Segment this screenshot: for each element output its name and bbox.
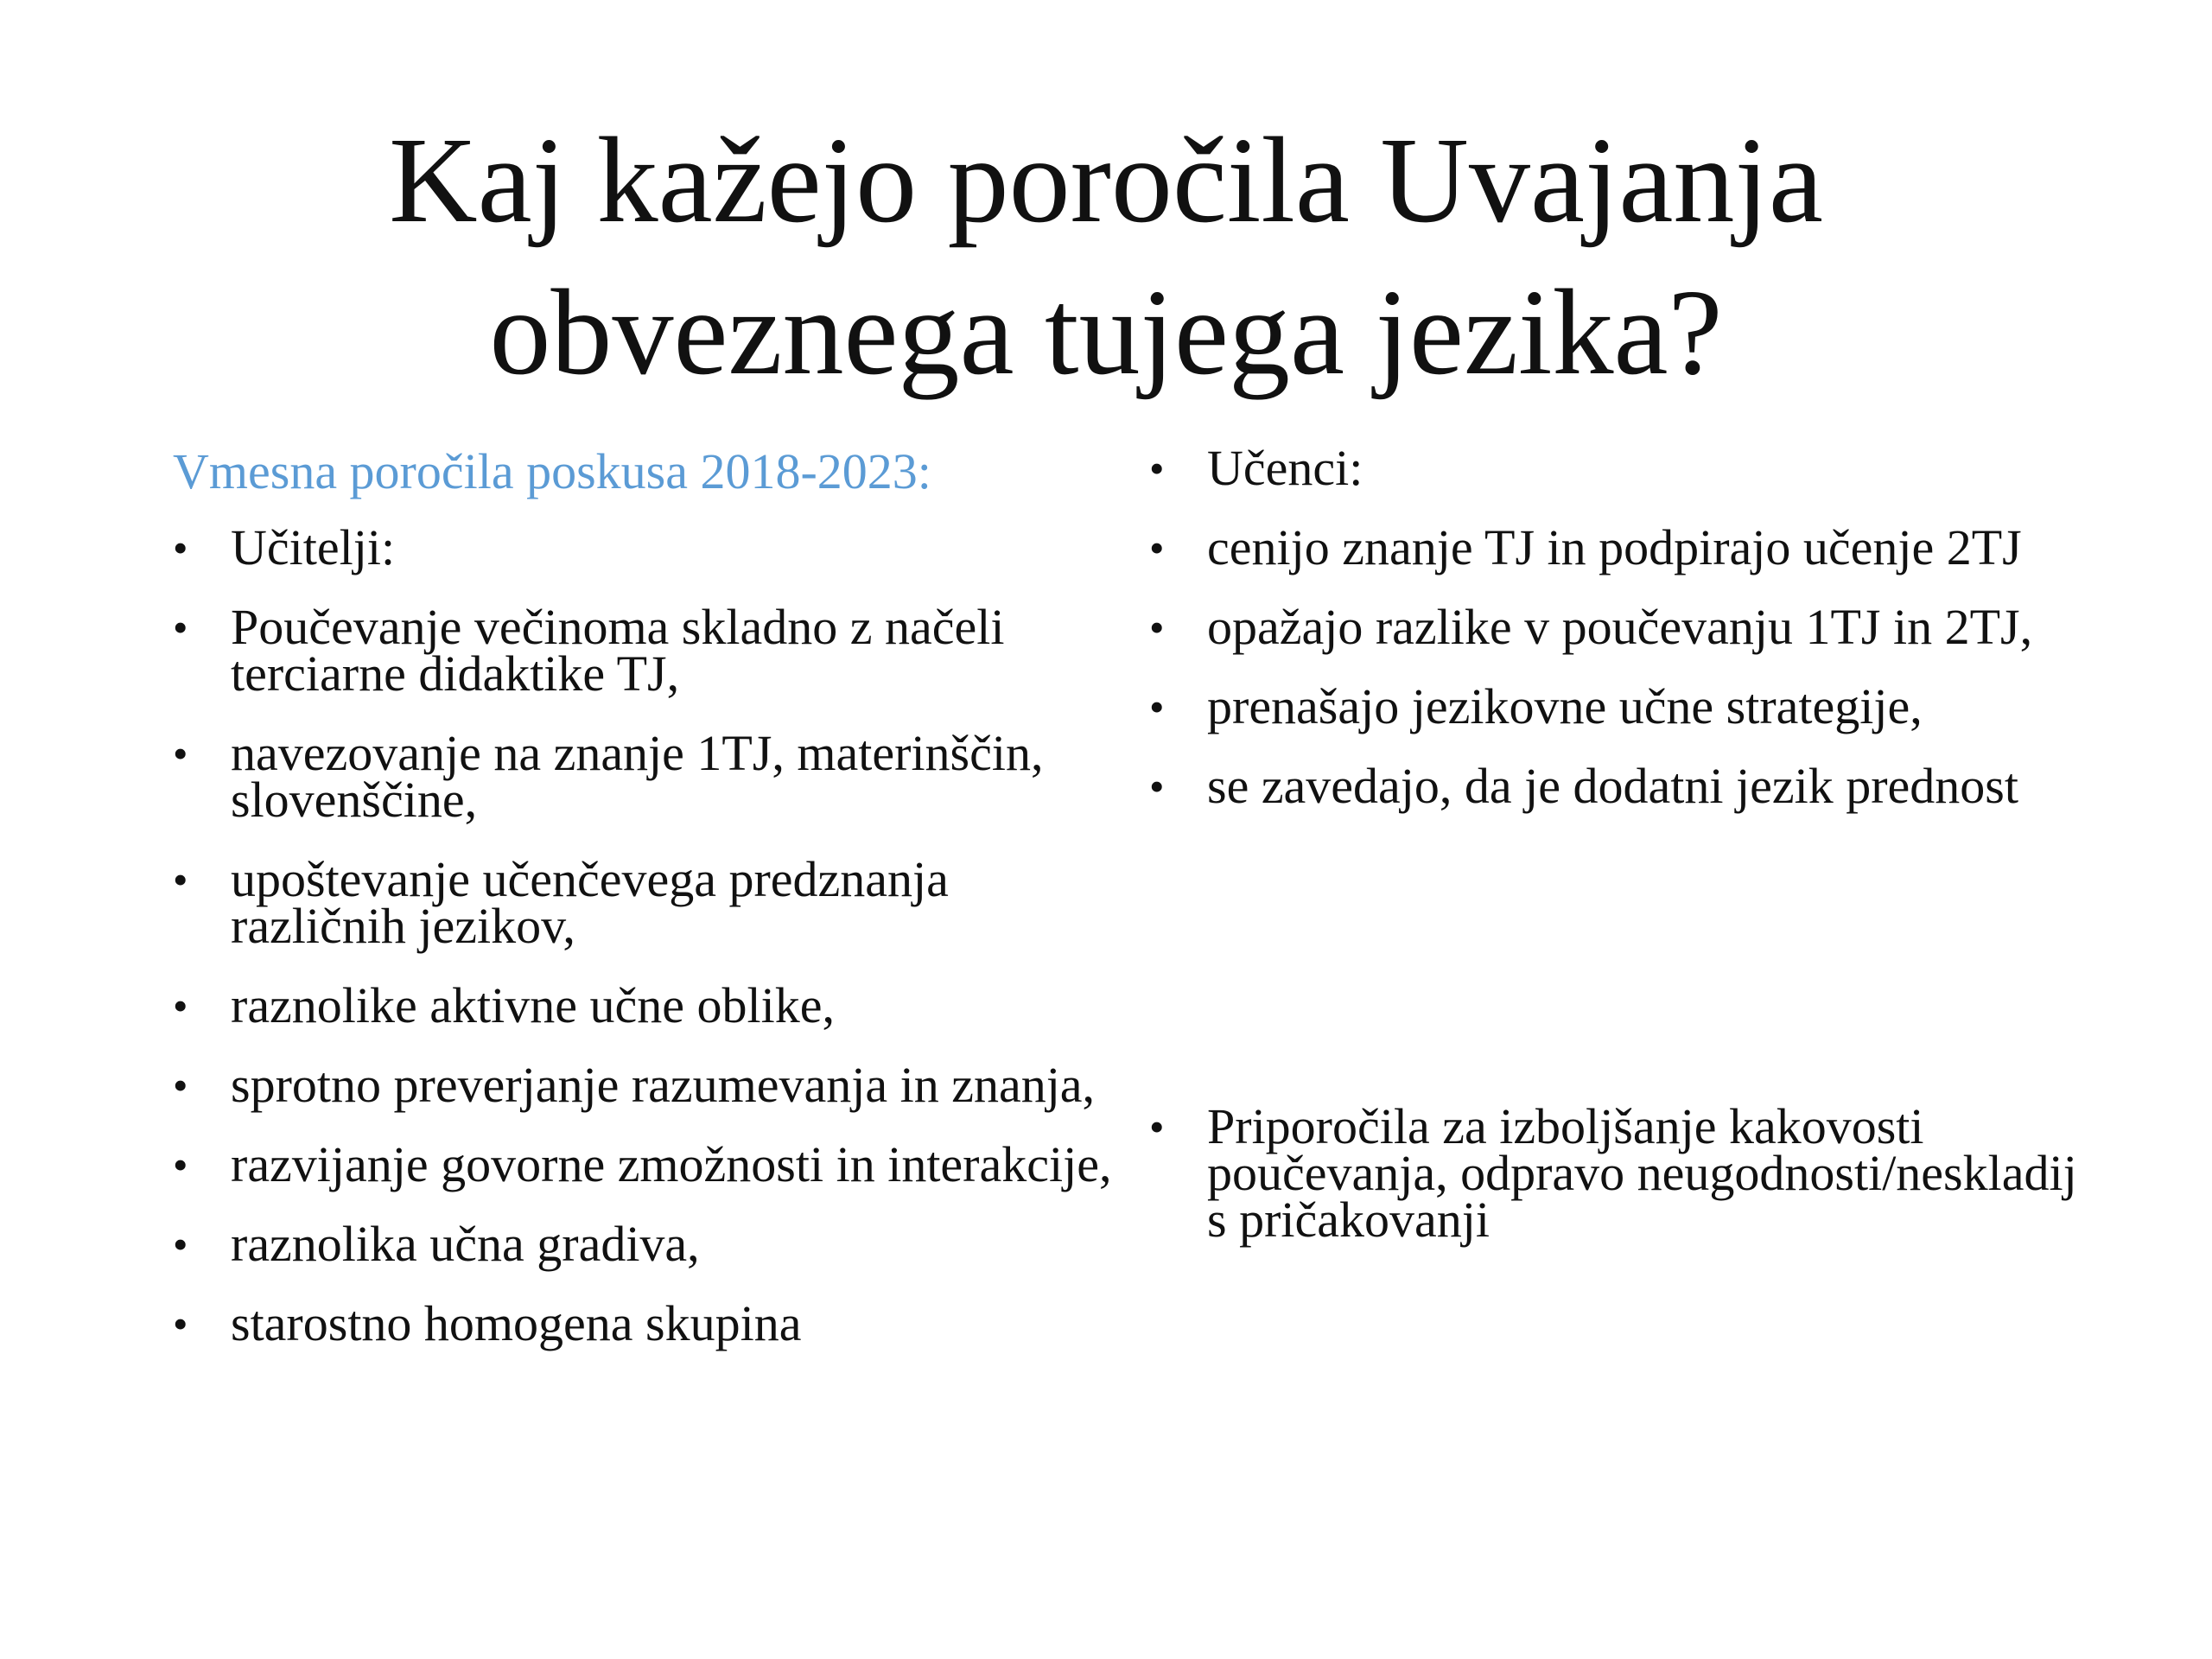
bullet-icon: • bbox=[173, 603, 188, 652]
list-item-text: Učenci: bbox=[1207, 440, 1363, 496]
list-item-text: cenijo znanje TJ in podpirajo učenje 2TJ bbox=[1207, 519, 2022, 575]
bullet-icon: • bbox=[1149, 683, 1165, 731]
bullet-icon: • bbox=[173, 729, 188, 778]
title-line-2: obveznega tujega jezika? bbox=[489, 264, 1723, 400]
left-bullet-list bbox=[173, 519, 1123, 1351]
bullet-icon: • bbox=[1149, 603, 1165, 652]
list-item bbox=[173, 1136, 1123, 1192]
bullet-icon: • bbox=[173, 982, 188, 1030]
list-item bbox=[173, 519, 1123, 575]
list-item-text: raznolike aktivne učne oblike, bbox=[231, 977, 835, 1033]
list-item bbox=[1149, 599, 2100, 655]
list-item bbox=[173, 599, 1123, 702]
list-item-text: prenašajo jezikovne učne strategije, bbox=[1207, 678, 1923, 734]
list-item bbox=[1149, 440, 2100, 496]
bullet-icon: • bbox=[1149, 1103, 1165, 1151]
list-item bbox=[1149, 678, 2100, 734]
recommendation-text: Priporočila za izboljšanje kakovosti poučevanja, odpravo neugodnosti/neskladij s pričakovanji bbox=[1207, 1098, 2077, 1248]
right-column bbox=[1149, 440, 2100, 1276]
list-item bbox=[173, 1295, 1123, 1351]
slide-title bbox=[0, 104, 2212, 408]
bullet-icon: • bbox=[173, 524, 188, 572]
left-subheading: Vmesna poročila poskusa 2018-2023: bbox=[173, 443, 931, 499]
left-column bbox=[173, 445, 1123, 1380]
list-item-text: raznolika učna gradiva, bbox=[231, 1216, 700, 1272]
bullet-icon: • bbox=[1149, 762, 1165, 810]
list-item bbox=[1149, 519, 2100, 575]
list-item bbox=[173, 1216, 1123, 1272]
list-item-text: razvijanje govorne zmožnosti in interakcije, bbox=[231, 1136, 1112, 1192]
bullet-icon: • bbox=[173, 1061, 188, 1109]
title-line-1: Kaj kažejo poročila Uvajanja bbox=[389, 111, 1823, 248]
list-item bbox=[173, 851, 1123, 954]
list-item-text: sprotno preverjanje razumevanja in znanja, bbox=[231, 1057, 1096, 1113]
bullet-icon: • bbox=[173, 855, 188, 904]
list-item-text: navezovanje na znanje 1TJ, materinščin, slovenščine, bbox=[231, 725, 1044, 828]
list-item-text: se zavedajo, da je dodatni jezik prednost bbox=[1207, 758, 2018, 814]
list-item bbox=[1149, 758, 2100, 814]
list-item bbox=[173, 1057, 1123, 1113]
list-item-text: opažajo razlike v poučevanju 1TJ in 2TJ, bbox=[1207, 599, 2033, 655]
right-bullet-list bbox=[1149, 440, 2100, 1248]
list-spacer bbox=[1149, 842, 2100, 1071]
list-item-text: Poučevanje večinoma skladno z načeli terciarne didaktike TJ, bbox=[231, 599, 1005, 702]
bullet-icon: • bbox=[173, 1141, 188, 1189]
bullet-icon: • bbox=[1149, 444, 1165, 493]
list-item-text: upoštevanje učenčevega predznanja različnih jezikov, bbox=[231, 851, 949, 954]
bullet-icon: • bbox=[173, 1300, 188, 1348]
bullet-icon: • bbox=[173, 1220, 188, 1268]
recommendation-item bbox=[1149, 1098, 2100, 1248]
list-item bbox=[173, 725, 1123, 828]
list-item bbox=[173, 977, 1123, 1033]
list-item-text: starostno homogena skupina bbox=[231, 1295, 802, 1351]
list-item-text: Učitelji: bbox=[231, 519, 396, 575]
bullet-icon: • bbox=[1149, 524, 1165, 572]
